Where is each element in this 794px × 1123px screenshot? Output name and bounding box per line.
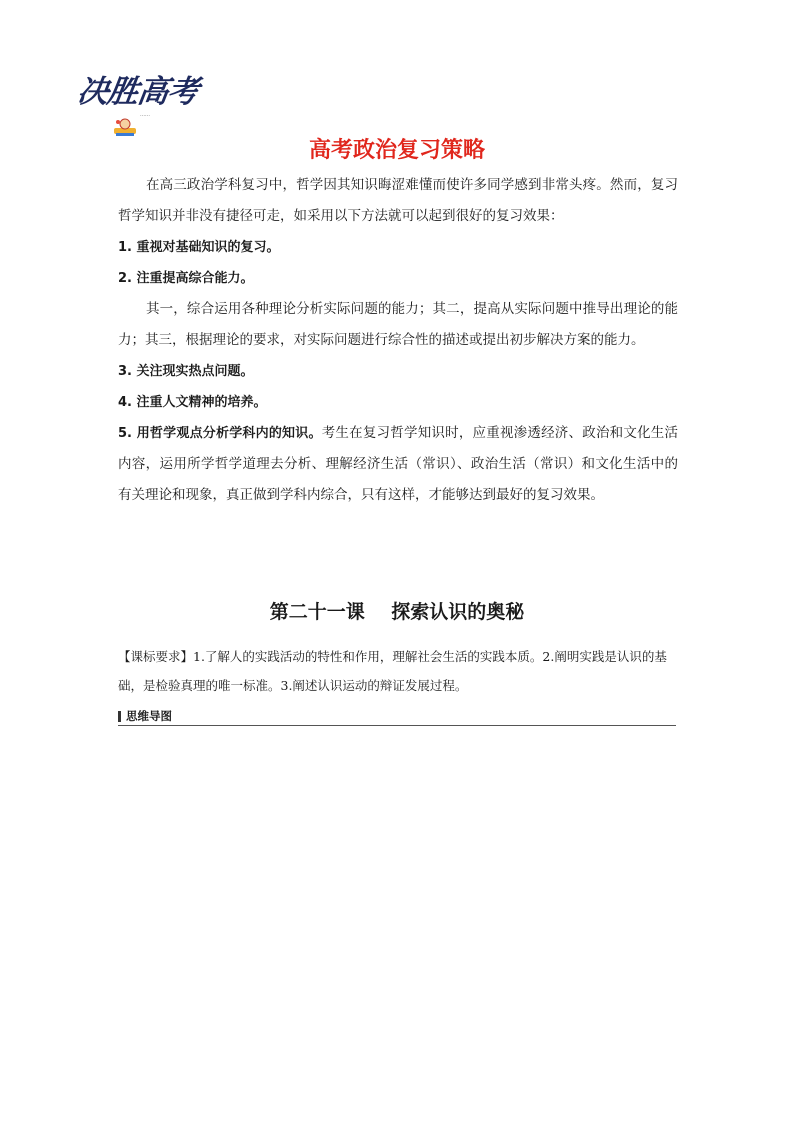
intro-paragraph: 在高三政治学科复习中，哲学因其知识晦涩难懂而使许多同学感到非常头疼。然而，复习哲学知识并非没有捷径可走，如采用以下方法就可以起到很好的复习效果： <box>118 177 678 224</box>
page-title: 高考政治复习策略 <box>308 138 485 163</box>
logo <box>74 62 208 144</box>
mindmap-section-header <box>118 708 676 726</box>
item-1-heading: 1. 重视对基础知识的复习。 <box>118 240 280 255</box>
item-2-heading: 2. 注重提高综合能力。 <box>118 271 254 286</box>
logo-tagline: …… <box>140 112 150 118</box>
curriculum-requirements: 【课标要求】1.了解人的实践活动的特性和作用，理解社会生活的实践本质。2.阐明实践是认识的基础，是检验真理的唯一标准。3.阐述认识运动的辩证发展过程。 <box>118 649 667 693</box>
section-marker-icon <box>118 711 121 722</box>
item-4-heading: 4. 注重人文精神的培养。 <box>118 395 267 410</box>
item-5-body: 考生在复习哲学知识时，应重视渗透经济、政治和文化生活内容，运用所学哲学道理去分析、理解经济生活（常识）、政治生活（常识）和文化生活中的有关理论和现象，真正做到学科内综合，只有这样，才能够达到最好的复习效果。 <box>118 425 679 503</box>
item-2-body: 其一，综合运用各种理论分析实际问题的能力；其二，提高从实际问题中推导出理论的能力；其三，根据理论的要求，对实际问题进行综合性的描述或提出初步解决方案的能力。 <box>118 301 678 348</box>
strategy-content <box>118 170 678 511</box>
mindmap-label: 思维导图 <box>126 709 172 723</box>
logo-text: 决胜高考 <box>74 74 201 110</box>
lesson-title: 第二十一课 探索认识的奥秘 <box>269 601 525 623</box>
item-3-heading: 3. 关注现实热点问题。 <box>118 364 254 379</box>
item-5-heading: 5. 用哲学观点分析学科内的知识。 <box>118 426 322 441</box>
item-5-paragraph <box>118 418 678 511</box>
